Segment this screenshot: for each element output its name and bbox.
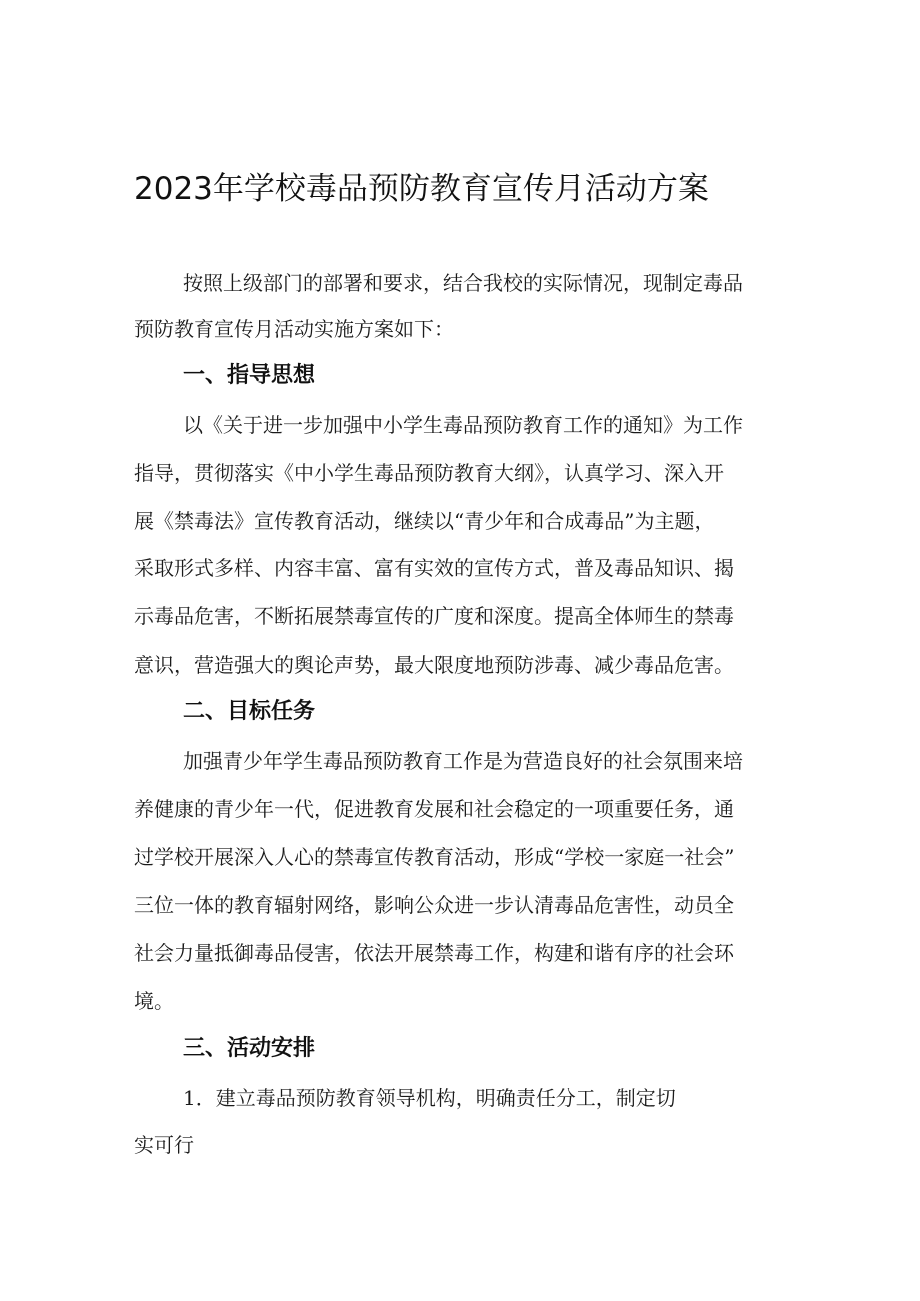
paragraph-line: 加强青少年学生毒品预防教育工作是为营造良好的社会氛围来培 bbox=[183, 749, 743, 773]
paragraph-line: 1．建立毒品预防教育领导机构，明确责任分工，制定切 bbox=[183, 1086, 676, 1110]
paragraph-line: 采取形式多样、内容丰富、富有实效的宣传方式，普及毒品知识、揭 bbox=[134, 556, 734, 580]
section-heading-goals-tasks: 二、目标任务 bbox=[183, 699, 316, 724]
paragraph-line: 境。 bbox=[134, 989, 174, 1013]
paragraph-line: 过学校开展深入人心的禁毒宣传教育活动，形成“学校一家庭一社会” bbox=[134, 845, 735, 869]
paragraph-line: 指导，贯彻落实《中小学生毒品预防教育大纲》，认真学习、深入开 bbox=[134, 461, 724, 485]
paragraph-line: 意识，营造强大的舆论声势，最大限度地预防涉毒、减少毒品危害。 bbox=[134, 653, 734, 677]
intro-line: 预防教育宣传月活动实施方案如下： bbox=[134, 317, 454, 341]
paragraph-line: 实可行 bbox=[134, 1133, 194, 1157]
paragraph-line: 展《禁毒法》宣传教育活动，继续以“青少年和合成毒品”为主题， bbox=[134, 509, 715, 533]
section-heading-activity-arrangement: 三、活动安排 bbox=[183, 1036, 316, 1061]
paragraph-line: 示毒品危害，不断拓展禁毒宣传的广度和深度。提高全体师生的禁毒 bbox=[134, 604, 734, 628]
paragraph-line: 养健康的青少年一代，促进教育发展和社会稳定的一项重要任务，通 bbox=[134, 797, 734, 821]
paragraph-line: 三位一体的教育辐射网络，影响公众进一步认清毒品危害性，动员全 bbox=[134, 893, 734, 917]
intro-line: 按照上级部门的部署和要求，结合我校的实际情况，现制定毒品 bbox=[183, 271, 743, 295]
section-heading-guiding-ideology: 一、指导思想 bbox=[183, 363, 316, 388]
document-title: 2023年学校毒品预防教育宣传月活动方案 bbox=[134, 171, 709, 207]
paragraph-line: 以《关于进一步加强中小学生毒品预防教育工作的通知》为工作 bbox=[183, 413, 743, 437]
paragraph-line: 社会力量抵御毒品侵害，依法开展禁毒工作，构建和谐有序的社会环 bbox=[134, 941, 734, 965]
